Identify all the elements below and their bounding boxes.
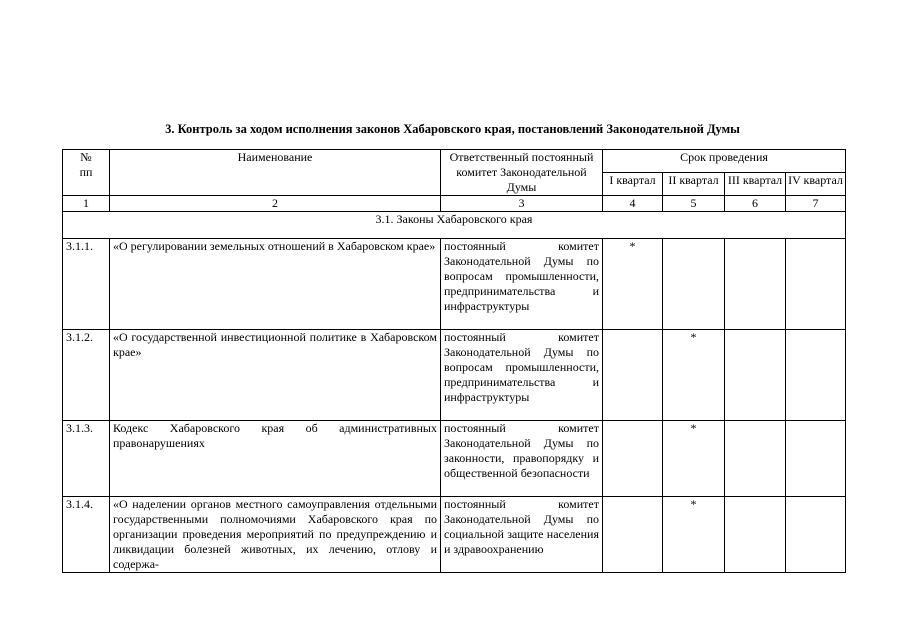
row-num: 3.1.4.: [63, 497, 110, 573]
row-mark-q2: *: [663, 497, 725, 573]
row-num: 3.1.3.: [63, 421, 110, 497]
row-num: 3.1.2.: [63, 330, 110, 421]
section-row: [63, 212, 846, 239]
row-name: [110, 497, 441, 573]
row-name: Кодекс Хабаровского края об административных правонарушениях: [110, 421, 441, 497]
column-numbers-row: [63, 196, 846, 212]
row-committee-text: постоянный комитет Законодательной Думы по социальной защите населения и здравоохранению: [444, 497, 599, 556]
col-number: 3: [441, 196, 603, 212]
row-mark-q4: [786, 239, 846, 330]
row-mark-q2: [663, 239, 725, 330]
row-mark-q2: *: [663, 421, 725, 497]
header-quarter-3: III квартал: [725, 173, 786, 196]
row-num: 3.1.1.: [63, 239, 110, 330]
header-period: Срок проведения: [603, 150, 846, 173]
row-committee: [441, 497, 603, 573]
row-mark-q1: *: [603, 239, 663, 330]
header-name: Наименование: [110, 150, 441, 196]
row-name: «О государственной инвестиционной политике в Хабаровском крае»: [110, 330, 441, 421]
row-mark-q4: [786, 497, 846, 573]
table-row: [63, 497, 846, 573]
col-number: 5: [663, 196, 725, 212]
control-table: [62, 149, 846, 573]
header-num: [63, 150, 110, 196]
row-committee: постоянный комитет Законодательной Думы по вопросам промышленности, предпринимательства и инфраструктуры: [441, 330, 603, 421]
row-mark-q3: [725, 239, 786, 330]
header-quarter-4: IV квартал: [786, 173, 846, 196]
col-number: 4: [603, 196, 663, 212]
header-quarter-2: II квартал: [663, 173, 725, 196]
row-name: «О регулировании земельных отношений в Хабаровском крае»: [110, 239, 441, 330]
row-mark-q1: [603, 497, 663, 573]
table-row: [63, 421, 846, 497]
header-responsible: Ответственный постоянный комитет Законодательной Думы: [441, 150, 603, 196]
table-row: [63, 330, 846, 421]
row-mark-q4: [786, 330, 846, 421]
table-row: [63, 239, 846, 330]
row-name-text: «О наделении органов местного самоуправления отдельными государственными полномочиями Хабаровского края по организации проведения мероприятий по предупреждению и ликвидации болезней животных, их лечению, отлову и содержа-: [113, 497, 437, 571]
col-number: 2: [110, 196, 441, 212]
row-mark-q1: [603, 330, 663, 421]
col-number: 1: [63, 196, 110, 212]
row-committee: постоянный комитет Законодательной Думы по вопросам промышленности, предпринимательства и инфраструктуры: [441, 239, 603, 330]
page-title: 3. Контроль за ходом исполнения законов Хабаровского края, постановлений Законодательной Думы: [165, 122, 740, 136]
col-number: 7: [786, 196, 846, 212]
header-quarter-1: I квартал: [603, 173, 663, 196]
row-mark-q2: *: [663, 330, 725, 421]
col-number: 6: [725, 196, 786, 212]
row-mark-q3: [725, 497, 786, 573]
row-mark-q1: [603, 421, 663, 497]
row-mark-q3: [725, 330, 786, 421]
header-num-text: № пп: [79, 150, 93, 179]
row-mark-q3: [725, 421, 786, 497]
section-title: 3.1. Законы Хабаровского края: [63, 212, 846, 239]
row-mark-q4: [786, 421, 846, 497]
row-committee: постоянный комитет Законодательной Думы по законности, правопорядку и общественной безопасности: [441, 421, 603, 497]
